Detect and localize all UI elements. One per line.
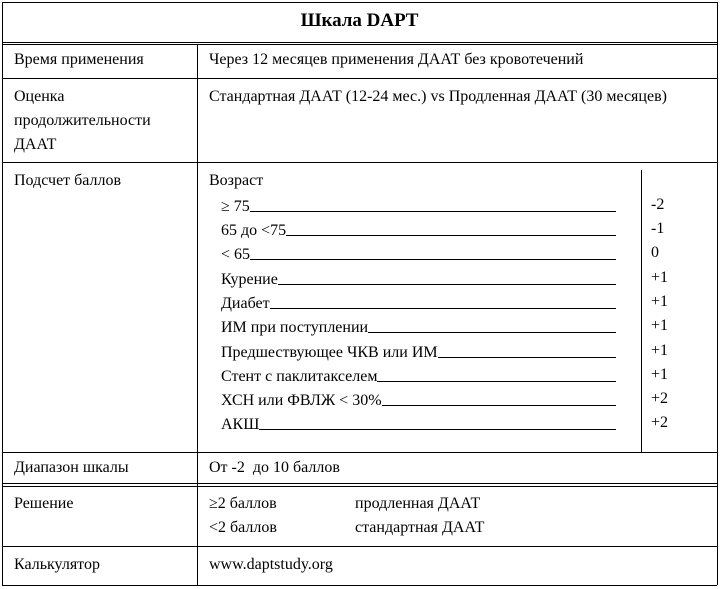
score-item-label: ИМ при поступлении	[221, 319, 369, 336]
score-item-points: +1	[651, 317, 669, 334]
score-item	[221, 266, 616, 290]
leader-line	[368, 332, 616, 333]
table-border-left	[2, 2, 3, 585]
score-item	[221, 339, 616, 363]
table-border-bottom	[2, 585, 717, 586]
leader-line	[270, 308, 616, 309]
row-divider	[2, 546, 717, 547]
duration-label: Оценка продолжительности ДААТ	[14, 88, 151, 153]
leader-line	[438, 357, 616, 358]
score-item	[221, 217, 616, 241]
score-item-label: Диабет	[221, 295, 270, 312]
score-item-label: ХСН или ФВЛЖ < 30%	[221, 392, 382, 409]
age-heading: Возраст	[209, 172, 264, 189]
score-item-points: -2	[651, 196, 665, 213]
leader-line	[250, 259, 616, 260]
leader-line	[382, 405, 616, 406]
score-item-label: Предшествующее ЧКВ или ИМ	[221, 344, 438, 361]
calculator-label: Калькулятор	[14, 556, 100, 573]
leader-line	[286, 235, 616, 236]
score-item	[221, 411, 616, 435]
score-item	[221, 193, 616, 217]
score-item	[221, 241, 616, 265]
score-item-points: +2	[651, 414, 669, 431]
score-item-points: +1	[651, 366, 669, 383]
score-item-label: Курение	[221, 271, 278, 288]
title-divider	[2, 42, 717, 43]
score-item-label: АКШ	[221, 416, 260, 433]
row-divider	[2, 483, 717, 484]
decision-score: <2 баллов	[209, 519, 277, 536]
decision-result: продленная ДААТ	[355, 495, 481, 512]
time-value: Через 12 месяцев применения ДААТ без кровотечений	[209, 51, 584, 68]
score-item-points: +1	[651, 293, 669, 310]
score-item	[221, 290, 616, 314]
decision-result: стандартная ДААТ	[355, 519, 485, 536]
score-item	[221, 387, 616, 411]
score-item	[221, 314, 616, 338]
time-label: Время применения	[14, 51, 144, 68]
score-item-label: 65 до <75	[221, 222, 287, 239]
score-item	[221, 363, 616, 387]
table-title: Шкала DAPT	[300, 10, 419, 31]
points-column-divider	[641, 170, 642, 452]
leader-line	[377, 381, 616, 382]
score-item-points: +1	[651, 342, 669, 359]
table-border-right	[717, 2, 718, 585]
score-item-points: -1	[651, 220, 665, 237]
score-item-points: 0	[651, 244, 659, 261]
row-divider	[2, 452, 717, 453]
scoring-label: Подсчет баллов	[14, 172, 122, 189]
range-label: Диапазон шкалы	[14, 459, 129, 476]
table-border-top	[2, 2, 717, 3]
leader-line	[278, 284, 616, 285]
duration-value: Стандартная ДААТ (12-24 мес.) vs Продленная ДААТ (30 месяцев)	[209, 88, 667, 105]
score-item-label: < 65	[221, 246, 251, 263]
decision-score: ≥2 баллов	[209, 495, 277, 512]
row-divider	[2, 78, 717, 79]
leader-line	[250, 211, 616, 212]
range-value: От -2 до 10 баллов	[209, 459, 340, 476]
decision-label: Решение	[14, 495, 74, 512]
score-item-label: Стент с паклитакселем	[221, 368, 378, 385]
calculator-link[interactable]: www.daptstudy.org	[209, 556, 333, 573]
row-divider	[2, 44, 717, 45]
score-item-points: +1	[651, 269, 669, 286]
score-item-label: ≥ 75	[221, 198, 250, 215]
leader-line	[259, 429, 616, 430]
row-divider	[2, 162, 717, 163]
row-divider	[2, 486, 717, 487]
column-divider	[197, 44, 198, 585]
score-item-points: +2	[651, 390, 669, 407]
